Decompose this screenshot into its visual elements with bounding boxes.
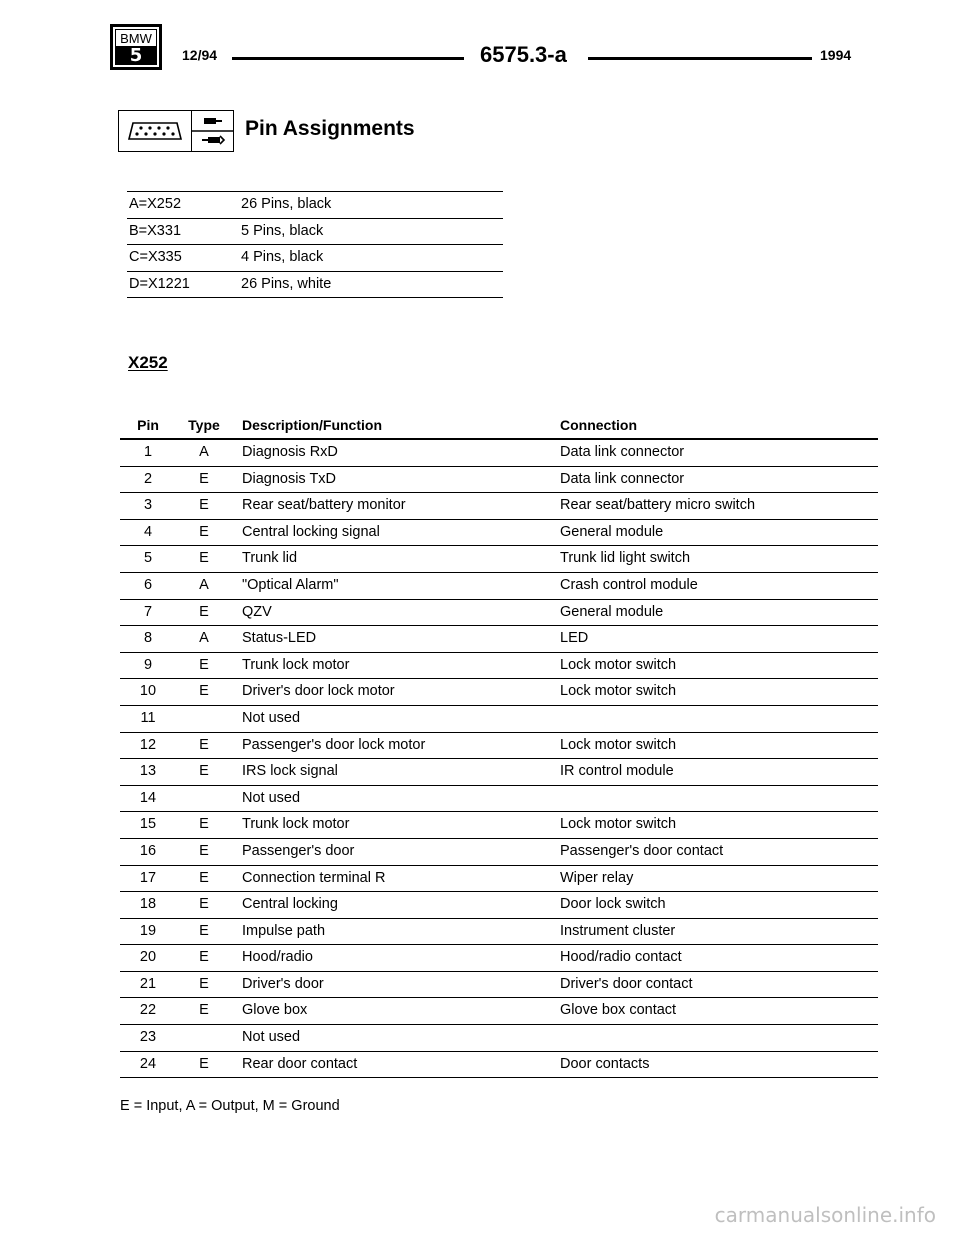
pin-connection: Instrument cluster: [560, 922, 676, 939]
pin-connection: Data link connector: [560, 444, 685, 460]
logo-series: 5: [115, 46, 157, 65]
pin-number: 24: [139, 1055, 157, 1072]
pin-description: Not used: [242, 789, 301, 806]
table-row: [120, 919, 878, 946]
watermark-footer: carmanualsonline.info: [714, 1203, 936, 1227]
connector-row: [127, 191, 503, 218]
pin-number: 13: [139, 763, 157, 780]
pin-description: Impulse path: [242, 922, 326, 939]
page-title: Pin Assignments: [245, 117, 415, 140]
pin-table: [120, 412, 878, 1078]
bmw-series-logo: [110, 24, 162, 70]
pin-connection: Trunk lid light switch: [560, 550, 691, 567]
pin-description: Central locking signal: [242, 523, 380, 540]
table-row: [120, 1025, 878, 1052]
table-row: [120, 839, 878, 866]
table-row: [120, 440, 878, 467]
pin-description: "Optical Alarm": [242, 576, 339, 593]
pin-type: E: [199, 949, 209, 966]
table-row: [120, 733, 878, 760]
pin-connection: Door lock switch: [560, 896, 666, 913]
pin-description: Passenger's door: [242, 842, 355, 859]
pin-type: A: [199, 444, 209, 460]
pin-connection: Rear seat/battery micro switch: [560, 497, 756, 514]
pin-assignment-icon: [192, 110, 234, 152]
table-row: [120, 520, 878, 547]
pin-number: 11: [140, 709, 156, 726]
pin-number: 14: [139, 789, 157, 806]
table-row: [120, 600, 878, 627]
pin-type: E: [199, 763, 209, 780]
pin-type: E: [199, 896, 209, 913]
pin-connection: Hood/radio contact: [560, 949, 682, 966]
table-row: [120, 626, 878, 653]
pin-connection: Lock motor switch: [560, 656, 677, 673]
table-row: [120, 759, 878, 786]
pin-description: IRS lock signal: [242, 763, 338, 780]
header-rule-right: [588, 57, 812, 60]
pin-type: E: [199, 1002, 209, 1019]
pin-number: 5: [143, 550, 153, 567]
pin-description: Rear seat/battery monitor: [242, 497, 406, 514]
pin-type: E: [199, 736, 209, 753]
header-pin: Pin: [137, 417, 159, 433]
pin-connection: General module: [560, 523, 664, 540]
pin-connection: IR control module: [560, 763, 674, 780]
pin-number: 18: [139, 896, 157, 913]
pin-type: A: [199, 630, 209, 647]
header-connection: Connection: [560, 417, 637, 433]
pin-number: 1: [143, 444, 153, 460]
pin-number: 8: [143, 630, 153, 647]
pin-type: E: [199, 922, 209, 939]
pin-number: 20: [139, 949, 157, 966]
pin-connection: Glove box contact: [560, 1002, 677, 1019]
pin-connection: Passenger's door contact: [560, 842, 724, 859]
pin-connection: Wiper relay: [560, 869, 634, 886]
pin-description: Trunk lid: [242, 550, 298, 567]
pin-number: 15: [139, 816, 157, 833]
pin-connection: LED: [560, 630, 589, 647]
connector-id: D=X1221: [129, 275, 190, 292]
pin-type: E: [199, 1055, 209, 1072]
logo-brand: BMW: [115, 29, 157, 48]
pin-number: 7: [143, 603, 153, 620]
pin-connection: Door contacts: [560, 1055, 650, 1072]
connector-list: [127, 191, 503, 298]
pin-number: 2: [143, 470, 153, 487]
pin-number: 16: [139, 842, 157, 859]
pin-number: 9: [143, 656, 153, 673]
connector-id: B=X331: [129, 222, 182, 239]
pin-connection: Crash control module: [560, 576, 698, 593]
pin-type: E: [199, 869, 209, 886]
pin-table-body: [120, 440, 878, 1078]
pin-number: 12: [139, 736, 157, 753]
connector-icon: [118, 110, 192, 152]
table-row: [120, 866, 878, 893]
table-row: [120, 493, 878, 520]
pin-number: 21: [139, 975, 157, 992]
pin-description: Status-LED: [242, 630, 317, 647]
pin-description: QZV: [242, 603, 272, 620]
table-row: [120, 786, 878, 813]
connector-row: [127, 271, 503, 299]
pin-description: Trunk lock motor: [242, 816, 350, 833]
pin-description: Not used: [242, 1029, 301, 1046]
table-row: [120, 972, 878, 999]
table-row: [120, 706, 878, 733]
connector-description: 26 Pins, black: [241, 196, 332, 212]
table-row: [120, 573, 878, 600]
connector-id: A=X252: [129, 196, 182, 212]
pin-connection: Lock motor switch: [560, 683, 677, 700]
section-title: X252: [128, 353, 168, 372]
pin-number: 3: [143, 497, 153, 514]
pin-type: E: [199, 842, 209, 859]
header-date: 12/94: [182, 47, 218, 63]
pin-number: 22: [139, 1002, 157, 1019]
pin-type: E: [199, 603, 209, 620]
connector-row: [127, 244, 503, 271]
header-rule-left: [232, 57, 464, 60]
pin-description: Driver's door: [242, 975, 324, 992]
table-row: [120, 653, 878, 680]
pin-number: 19: [139, 922, 157, 939]
pin-number: 17: [139, 869, 157, 886]
pin-description: Diagnosis TxD: [242, 470, 337, 487]
pin-description: Central locking: [242, 896, 338, 913]
pin-type: E: [199, 470, 209, 487]
pin-type: E: [199, 656, 209, 673]
table-row: [120, 998, 878, 1025]
pin-description: Glove box: [242, 1002, 308, 1019]
header-type: Type: [188, 417, 220, 433]
pin-number: 4: [143, 523, 153, 540]
connector-row: [127, 218, 503, 245]
pin-description: Diagnosis RxD: [242, 444, 338, 460]
type-legend: E = Input, A = Output, M = Ground: [120, 1098, 340, 1114]
pin-connection: Data link connector: [560, 470, 685, 487]
pin-description: Rear door contact: [242, 1055, 358, 1072]
connector-description: 4 Pins, black: [241, 249, 324, 265]
pin-description: Connection terminal R: [242, 869, 386, 886]
pin-description: Passenger's door lock motor: [242, 736, 426, 753]
connector-id: C=X335: [129, 249, 182, 265]
pin-type: E: [199, 975, 209, 992]
pin-connection: Lock motor switch: [560, 816, 677, 833]
header-doc-number: 6575.3-a: [480, 42, 567, 67]
pin-table-header: [120, 412, 878, 440]
pin-type: E: [199, 816, 209, 833]
pin-connection: Driver's door contact: [560, 975, 693, 992]
table-row: [120, 892, 878, 919]
pin-type: E: [199, 497, 209, 514]
table-row: [120, 546, 878, 573]
pin-number: 6: [143, 576, 153, 593]
pin-type: E: [199, 523, 209, 540]
pin-number: 10: [139, 683, 157, 700]
pin-description: Not used: [242, 709, 301, 726]
connector-description: 26 Pins, white: [241, 275, 332, 292]
pin-connection: General module: [560, 603, 664, 620]
pin-description: Trunk lock motor: [242, 656, 350, 673]
table-row: [120, 679, 878, 706]
pin-type: A: [199, 576, 209, 593]
pin-description: Driver's door lock motor: [242, 683, 395, 700]
header-year: 1994: [820, 47, 852, 63]
table-row: [120, 467, 878, 494]
table-row: [120, 812, 878, 839]
header-description: Description/Function: [242, 417, 382, 433]
pin-connection: Lock motor switch: [560, 736, 677, 753]
pin-number: 23: [139, 1029, 157, 1046]
pin-type: E: [199, 550, 209, 567]
pin-description: Hood/radio: [242, 949, 313, 966]
table-row: [120, 945, 878, 972]
connector-description: 5 Pins, black: [241, 222, 324, 239]
pin-type: E: [199, 683, 209, 700]
table-row: [120, 1052, 878, 1079]
